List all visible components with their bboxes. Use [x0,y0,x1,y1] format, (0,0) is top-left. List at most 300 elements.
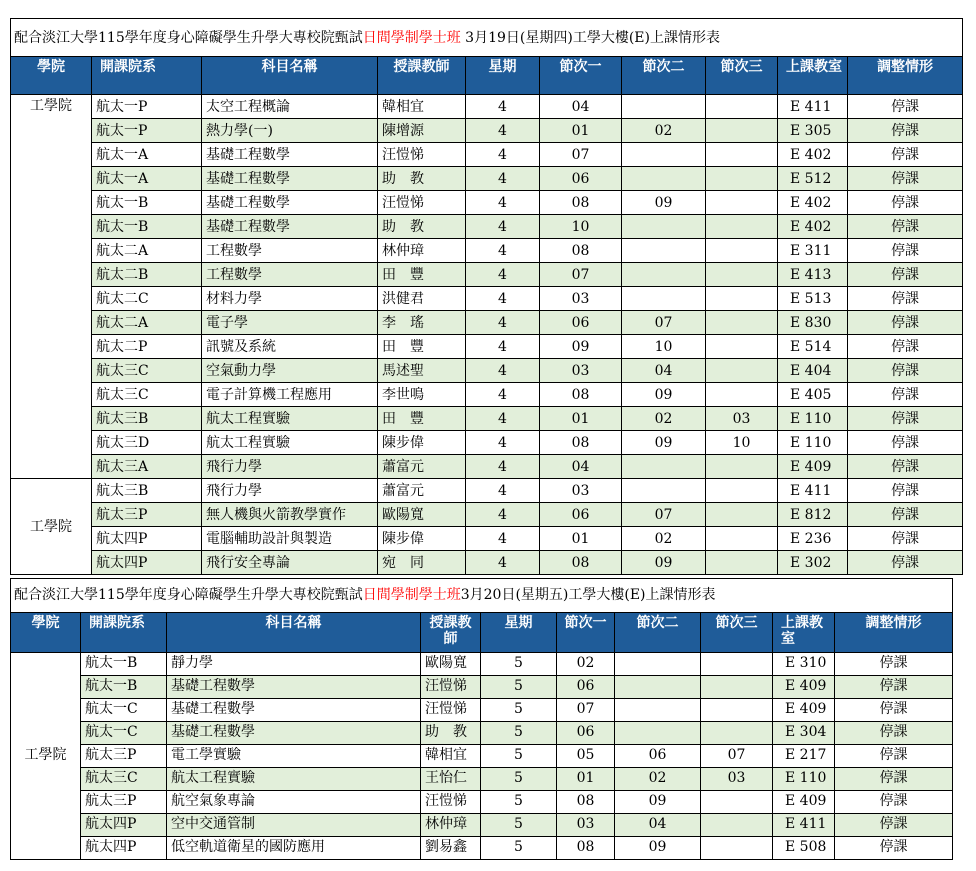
column-header: 調整情形 [848,57,963,95]
column-header: 授課教師 [378,57,466,95]
status-cell: 停課 [848,359,963,383]
column-header: 上課教室 [778,57,848,95]
column-header: 節次三 [706,57,778,95]
teacher-cell: 韓相宜 [378,95,466,119]
period3-cell [706,455,778,479]
status-cell: 停課 [835,837,953,860]
day-cell: 4 [466,119,540,143]
day-cell: 4 [466,527,540,551]
period1-cell: 08 [557,837,615,860]
period3-cell [706,311,778,335]
dept-cell: 航太一C [81,699,167,722]
table-row [11,745,953,768]
course-cell: 空氣動力學 [202,359,378,383]
period2-cell: 02 [622,527,706,551]
period3-cell [706,95,778,119]
teacher-cell: 林仲璋 [421,814,481,837]
teacher-cell: 宛 同 [378,551,466,575]
dept-cell: 航太一B [92,215,202,239]
course-cell: 基礎工程數學 [202,191,378,215]
course-cell: 訊號及系統 [202,335,378,359]
period2-cell [615,722,701,745]
table-row [11,215,963,239]
table-row [11,167,963,191]
teacher-cell: 王怡仁 [421,768,481,791]
dept-cell: 航太三C [92,359,202,383]
teacher-cell: 汪愷悌 [378,191,466,215]
day-cell: 4 [466,479,540,503]
table-row [11,455,963,479]
room-cell: E 110 [778,407,848,431]
period2-cell [622,143,706,167]
period2-cell [622,95,706,119]
teacher-cell: 蕭富元 [378,455,466,479]
table-row [11,191,963,215]
day-cell: 4 [466,455,540,479]
period3-cell [701,791,773,814]
column-header: 節次一 [540,57,622,95]
period3-cell [706,191,778,215]
period2-cell: 07 [622,311,706,335]
status-cell: 停課 [835,699,953,722]
dept-cell: 航太一B [81,676,167,699]
course-cell: 無人機與火箭教學實作 [202,503,378,527]
teacher-cell: 劉易鑫 [421,837,481,860]
teacher-cell: 歐陽寬 [421,653,481,676]
period1-cell: 03 [557,814,615,837]
college-cell: 工學院 [11,479,92,575]
room-cell: E 512 [778,167,848,191]
teacher-cell: 李 瑤 [378,311,466,335]
day-cell: 5 [481,814,557,837]
column-header: 節次一 [557,613,615,653]
period2-cell: 09 [622,191,706,215]
period1-cell: 02 [557,653,615,676]
period3-cell [701,722,773,745]
room-cell: E 411 [778,479,848,503]
period1-cell: 08 [540,431,622,455]
table-row [11,311,963,335]
course-cell: 基礎工程數學 [167,722,421,745]
day-cell: 5 [481,745,557,768]
day-cell: 4 [466,143,540,167]
period2-cell: 04 [615,814,701,837]
room-cell: E 409 [778,455,848,479]
status-cell: 停課 [835,791,953,814]
course-cell: 靜力學 [167,653,421,676]
period2-cell [622,215,706,239]
period1-cell: 08 [540,239,622,263]
period2-cell: 02 [622,119,706,143]
teacher-cell: 汪愷悌 [378,143,466,167]
period2-cell [622,287,706,311]
day-cell: 5 [481,653,557,676]
teacher-cell: 陳步偉 [378,431,466,455]
status-cell: 停課 [848,503,963,527]
course-cell: 航太工程實驗 [167,768,421,791]
dept-cell: 航太四P [92,527,202,551]
period3-cell [701,837,773,860]
course-cell: 低空軌道衛星的國防應用 [167,837,421,860]
period3-cell [706,335,778,359]
table-row [11,837,953,860]
period1-cell: 05 [557,745,615,768]
status-cell: 停課 [835,814,953,837]
dept-cell: 航太二B [92,263,202,287]
dept-cell: 航太二A [92,311,202,335]
dept-cell: 航太二A [92,239,202,263]
course-cell: 飛行安全專論 [202,551,378,575]
table-title: 配合淡江大學115學年度身心障礙學生升學大專校院甄試日間學制學士班3月20日(星期五)工學大樓(E)上課情形表 [11,579,953,613]
dept-cell: 航太一A [92,167,202,191]
day-cell: 5 [481,722,557,745]
dept-cell: 航太三P [81,745,167,768]
dept-cell: 航太三B [92,407,202,431]
period1-cell: 06 [540,311,622,335]
day-cell: 4 [466,287,540,311]
table-row [11,653,953,676]
day-cell: 5 [481,768,557,791]
column-header: 上課教室 [773,613,835,653]
day-cell: 4 [466,167,540,191]
period1-cell: 09 [540,335,622,359]
dept-cell: 航太二P [92,335,202,359]
course-cell: 電子計算機工程應用 [202,383,378,407]
teacher-cell: 田 豐 [378,263,466,287]
period1-cell: 08 [540,551,622,575]
period3-cell [701,676,773,699]
course-cell: 電子學 [202,311,378,335]
period2-cell: 09 [615,837,701,860]
teacher-cell: 助 教 [378,167,466,191]
table-row [11,479,963,503]
period2-cell [622,239,706,263]
table-row [11,407,963,431]
room-cell: E 305 [778,119,848,143]
period1-cell: 07 [540,263,622,287]
course-cell: 材料力學 [202,287,378,311]
period3-cell: 10 [706,431,778,455]
period3-cell [706,527,778,551]
room-cell: E 304 [773,722,835,745]
table-row [11,722,953,745]
period1-cell: 08 [540,383,622,407]
teacher-cell: 洪健君 [378,287,466,311]
room-cell: E 411 [773,814,835,837]
table-row [11,143,963,167]
course-cell: 航空氣象專論 [167,791,421,814]
period2-cell: 09 [622,383,706,407]
status-cell: 停課 [848,191,963,215]
room-cell: E 311 [778,239,848,263]
period3-cell [706,551,778,575]
course-cell: 基礎工程數學 [167,676,421,699]
room-cell: E 513 [778,287,848,311]
room-cell: E 310 [773,653,835,676]
period1-cell: 03 [540,287,622,311]
teacher-cell: 韓相宜 [421,745,481,768]
status-cell: 停課 [848,551,963,575]
schedule-table-thursday [10,18,963,575]
period3-cell [706,167,778,191]
column-header: 星期 [466,57,540,95]
period3-cell [706,143,778,167]
table-row [11,503,963,527]
course-cell: 航太工程實驗 [202,431,378,455]
table-title: 配合淡江大學115學年度身心障礙學生升學大專校院甄試日間學制學士班 3月19日(星期四)工學大樓(E)上課情形表 [11,19,963,57]
course-cell: 工程數學 [202,263,378,287]
day-cell: 4 [466,551,540,575]
table-row [11,287,963,311]
room-cell: E 402 [778,191,848,215]
status-cell: 停課 [835,745,953,768]
dept-cell: 航太一C [81,722,167,745]
status-cell: 停課 [848,239,963,263]
teacher-cell: 汪愷悌 [421,699,481,722]
day-cell: 5 [481,699,557,722]
course-cell: 基礎工程數學 [202,215,378,239]
period1-cell: 10 [540,215,622,239]
room-cell: E 508 [773,837,835,860]
period2-cell: 07 [622,503,706,527]
dept-cell: 航太三A [92,455,202,479]
day-cell: 4 [466,263,540,287]
teacher-cell: 田 豐 [378,407,466,431]
day-cell: 4 [466,215,540,239]
status-cell: 停課 [848,527,963,551]
teacher-cell: 林仲璋 [378,239,466,263]
room-cell: E 409 [773,699,835,722]
status-cell: 停課 [835,768,953,791]
period1-cell: 06 [557,722,615,745]
status-cell: 停課 [848,479,963,503]
room-cell: E 405 [778,383,848,407]
table-row [11,527,963,551]
status-cell: 停課 [848,95,963,119]
room-cell: E 514 [778,335,848,359]
day-cell: 4 [466,311,540,335]
period3-cell [701,814,773,837]
room-cell: E 830 [778,311,848,335]
period3-cell [701,699,773,722]
column-header: 星期 [481,613,557,653]
period3-cell [706,383,778,407]
room-cell: E 402 [778,215,848,239]
teacher-cell: 歐陽寬 [378,503,466,527]
period1-cell: 08 [557,791,615,814]
column-header: 開課院系 [92,57,202,95]
period3-cell [706,215,778,239]
status-cell: 停課 [848,407,963,431]
status-cell: 停課 [848,263,963,287]
teacher-cell: 馬述聖 [378,359,466,383]
table-row [11,335,963,359]
course-cell: 飛行力學 [202,455,378,479]
teacher-cell: 助 教 [378,215,466,239]
column-header: 開課院系 [81,613,167,653]
dept-cell: 航太一P [92,95,202,119]
period3-cell [706,239,778,263]
period3-cell [706,359,778,383]
table-row [11,239,963,263]
period2-cell: 04 [622,359,706,383]
status-cell: 停課 [848,167,963,191]
period3-cell [701,653,773,676]
table-row [11,95,963,119]
room-cell: E 404 [778,359,848,383]
period2-cell [615,699,701,722]
dept-cell: 航太三B [92,479,202,503]
table-row [11,791,953,814]
room-cell: E 110 [778,431,848,455]
period3-cell: 07 [701,745,773,768]
dept-cell: 航太一B [81,653,167,676]
room-cell: E 409 [773,676,835,699]
period1-cell: 06 [540,503,622,527]
column-header: 節次二 [622,57,706,95]
table-row [11,814,953,837]
status-cell: 停課 [848,455,963,479]
course-cell: 工程數學 [202,239,378,263]
period2-cell [622,263,706,287]
table-row [11,119,963,143]
day-cell: 4 [466,335,540,359]
period1-cell: 04 [540,455,622,479]
dept-cell: 航太四P [81,814,167,837]
teacher-cell: 汪愷悌 [421,791,481,814]
teacher-cell: 陳增源 [378,119,466,143]
period2-cell: 09 [615,791,701,814]
room-cell: E 413 [778,263,848,287]
course-cell: 基礎工程數學 [202,167,378,191]
room-cell: E 812 [778,503,848,527]
dept-cell: 航太四P [92,551,202,575]
course-cell: 空中交通管制 [167,814,421,837]
teacher-cell: 田 豐 [378,335,466,359]
dept-cell: 航太三P [92,503,202,527]
teacher-cell: 陳步偉 [378,527,466,551]
room-cell: E 217 [773,745,835,768]
table-row [11,699,953,722]
period3-cell [706,479,778,503]
table-row [11,551,963,575]
period1-cell: 01 [540,527,622,551]
column-header: 調整情形 [835,613,953,653]
day-cell: 5 [481,791,557,814]
teacher-cell: 蕭富元 [378,479,466,503]
day-cell: 4 [466,359,540,383]
dept-cell: 航太二C [92,287,202,311]
column-header: 節次三 [701,613,773,653]
dept-cell: 航太一A [92,143,202,167]
period2-cell [622,167,706,191]
dept-cell: 航太一P [92,119,202,143]
room-cell: E 110 [773,768,835,791]
period2-cell [615,676,701,699]
table-row [11,768,953,791]
day-cell: 4 [466,191,540,215]
status-cell: 停課 [848,143,963,167]
status-cell: 停課 [848,311,963,335]
dept-cell: 航太三C [92,383,202,407]
status-cell: 停課 [848,287,963,311]
day-cell: 4 [466,503,540,527]
course-cell: 太空工程概論 [202,95,378,119]
dept-cell: 航太四P [81,837,167,860]
day-cell: 4 [466,239,540,263]
room-cell: E 302 [778,551,848,575]
status-cell: 停課 [848,119,963,143]
period1-cell: 01 [557,768,615,791]
period2-cell [615,653,701,676]
day-cell: 5 [481,837,557,860]
status-cell: 停課 [848,383,963,407]
room-cell: E 409 [773,791,835,814]
period1-cell: 07 [557,699,615,722]
schedule-table-friday [10,578,953,860]
teacher-cell: 助 教 [421,722,481,745]
period3-cell [706,287,778,311]
period3-cell [706,503,778,527]
table-row [11,431,963,455]
period3-cell: 03 [701,768,773,791]
course-cell: 電工學實驗 [167,745,421,768]
column-header: 節次二 [615,613,701,653]
period1-cell: 04 [540,95,622,119]
period2-cell: 09 [622,551,706,575]
course-cell: 航太工程實驗 [202,407,378,431]
status-cell: 停課 [835,676,953,699]
period1-cell: 03 [540,479,622,503]
day-cell: 4 [466,431,540,455]
column-header: 科目名稱 [167,613,421,653]
status-cell: 停課 [835,653,953,676]
dept-cell: 航太三P [81,791,167,814]
course-cell: 基礎工程數學 [202,143,378,167]
period3-cell: 03 [706,407,778,431]
column-header: 授課教師 [421,613,481,653]
period3-cell [706,119,778,143]
room-cell: E 402 [778,143,848,167]
status-cell: 停課 [835,722,953,745]
status-cell: 停課 [848,431,963,455]
table-row [11,359,963,383]
column-header: 科目名稱 [202,57,378,95]
course-cell: 飛行力學 [202,479,378,503]
period1-cell: 03 [540,359,622,383]
period1-cell: 01 [540,119,622,143]
course-cell: 基礎工程數學 [167,699,421,722]
period3-cell [706,263,778,287]
period2-cell [622,455,706,479]
room-cell: E 411 [778,95,848,119]
teacher-cell: 汪愷悌 [421,676,481,699]
course-cell: 熱力學(一) [202,119,378,143]
day-cell: 5 [481,676,557,699]
table-row [11,263,963,287]
dept-cell: 航太一B [92,191,202,215]
period2-cell: 06 [615,745,701,768]
period1-cell: 01 [540,407,622,431]
dept-cell: 航太三D [92,431,202,455]
period2-cell: 02 [622,407,706,431]
period2-cell: 10 [622,335,706,359]
table-row [11,383,963,407]
period1-cell: 06 [540,167,622,191]
dept-cell: 航太三C [81,768,167,791]
period2-cell: 09 [622,431,706,455]
course-cell: 電腦輔助設計與製造 [202,527,378,551]
